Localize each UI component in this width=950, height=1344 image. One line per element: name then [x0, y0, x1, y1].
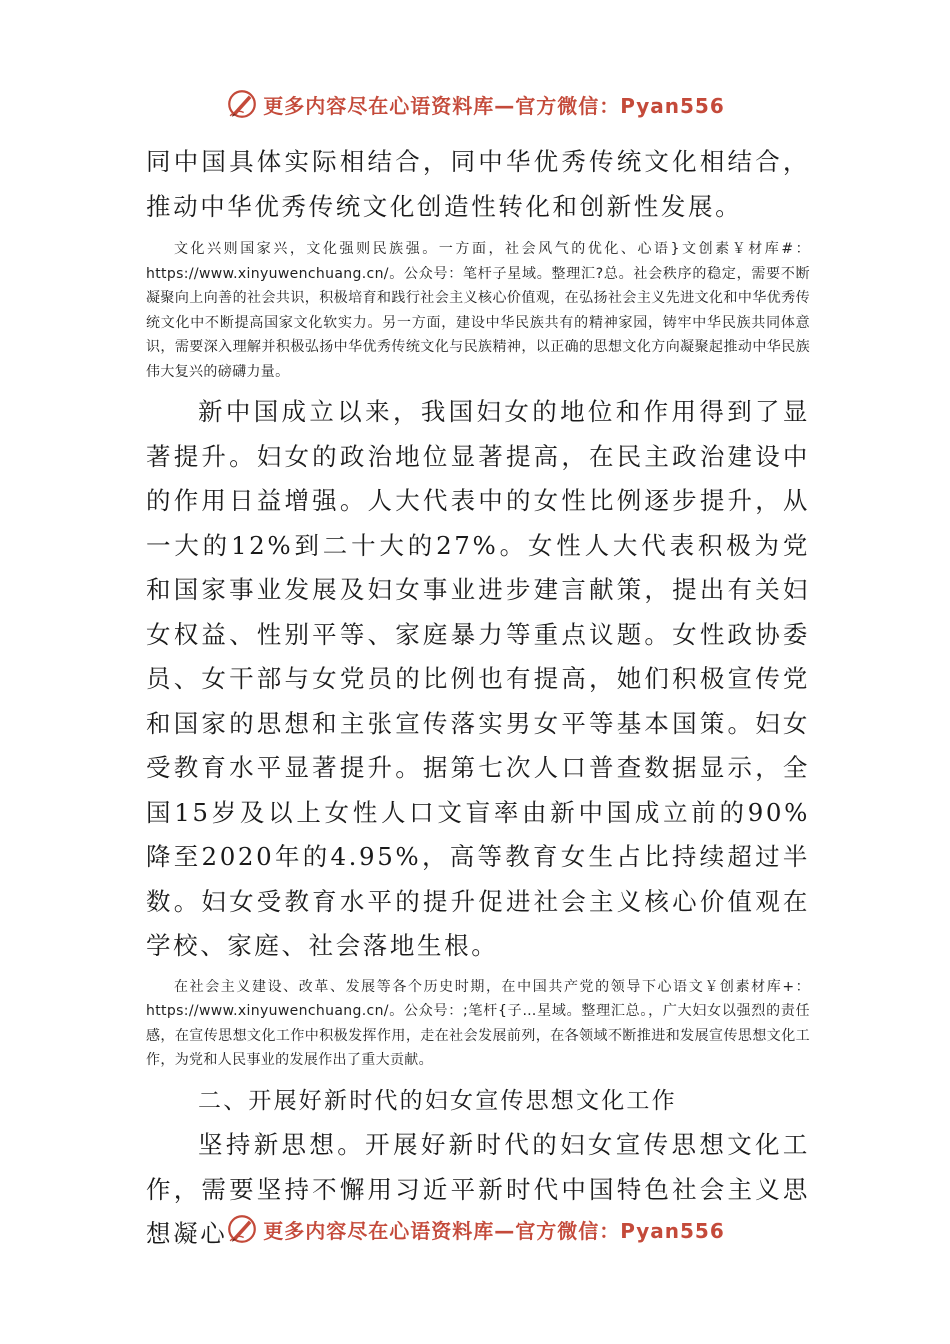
- pen-logo-icon: [225, 1212, 259, 1246]
- document-body: [146, 140, 810, 1257]
- paragraph-women-status: 新中国成立以来，我国妇女的地位和作用得到了显著提升。妇女的政治地位显著提高，在民主政治建设中的作用日益增强。人大代表中的女性比例逐步提升，从一大的12%到二十大的27%。女性人大代表积极为党和国家事业发展及妇女事业进步建言献策，提出有关妇女权益、性别平等、家庭暴力等重点议题。女性政协委员、女干部与女党员的比例也有提高，她们积极宣传党和国家的思想和主张宣传落实男女平等基本国策。妇女受教育水平显著提升。据第七次人口普查数据显示，全国15岁及以上女性人口文盲率由新中国成立前的90%降至2020年的4.95%，高等教育女生占比持续超过半数。妇女受教育水平的提升促进社会主义核心价值观在学校、家庭、社会落地生根。: [146, 397, 810, 960]
- note-paragraph-culture: 文化兴则国家兴，文化强则民族强。一方面，社会风气的优化、心语}文创素￥材库#：https://www.xinyuwenchuang.cn/。公众号：笔杆子星域。整理汇?总。社会秩序的稳定，需要不断凝聚向上向善的社会共识，积极培育和践行社会主义核心价值观，在弘扬社会主义先进文化和中华优秀传统文化中不断提高国家文化软实力。另一方面，建设中华民族共有的精神家园，铸牢中华民族共同体意识，需要深入理解并积极弘扬中华优秀传统文化与民族精神，以正确的思想文化方向凝聚起推动中华民族伟大复兴的磅礴力量。: [146, 241, 810, 380]
- footer-banner-text: 更多内容尽在心语资料库—官方微信：Pyan556: [263, 1218, 725, 1243]
- paragraph-new-thought: 坚持新思想。开展好新时代的妇女宣传思想文化工作，需要坚持不懈用习近平新时代中国特色社会主义思想凝心: [146, 1130, 810, 1248]
- header-banner: [0, 84, 950, 124]
- header-banner-text: 更多内容尽在心语资料库—官方微信：Pyan556: [263, 93, 725, 118]
- note-paragraph-history: 在社会主义建设、改革、发展等各个历史时期，在中国共产党的领导下心语文￥创素材库+：https://www.xinyuwenchuang.cn/。公众号：;笔杆{子…星域。整理汇总。，广大妇女以强烈的责任感，在宣传思想文化工作中积极发挥作用，走在社会发展前列，在各领域不断推进和发展宣传思想文化工作，为党和人民事业的发展作出了重大贡献。: [146, 978, 810, 1068]
- pen-logo-icon: [225, 87, 259, 121]
- paragraph-continuation: 同中国具体实际相结合，同中华优秀传统文化相结合，推动中华优秀传统文化创造性转化和创新性发展。: [146, 147, 810, 221]
- footer-banner: [0, 1209, 950, 1249]
- section-heading-2: 二、开展好新时代的妇女宣传思想文化工作: [198, 1087, 677, 1114]
